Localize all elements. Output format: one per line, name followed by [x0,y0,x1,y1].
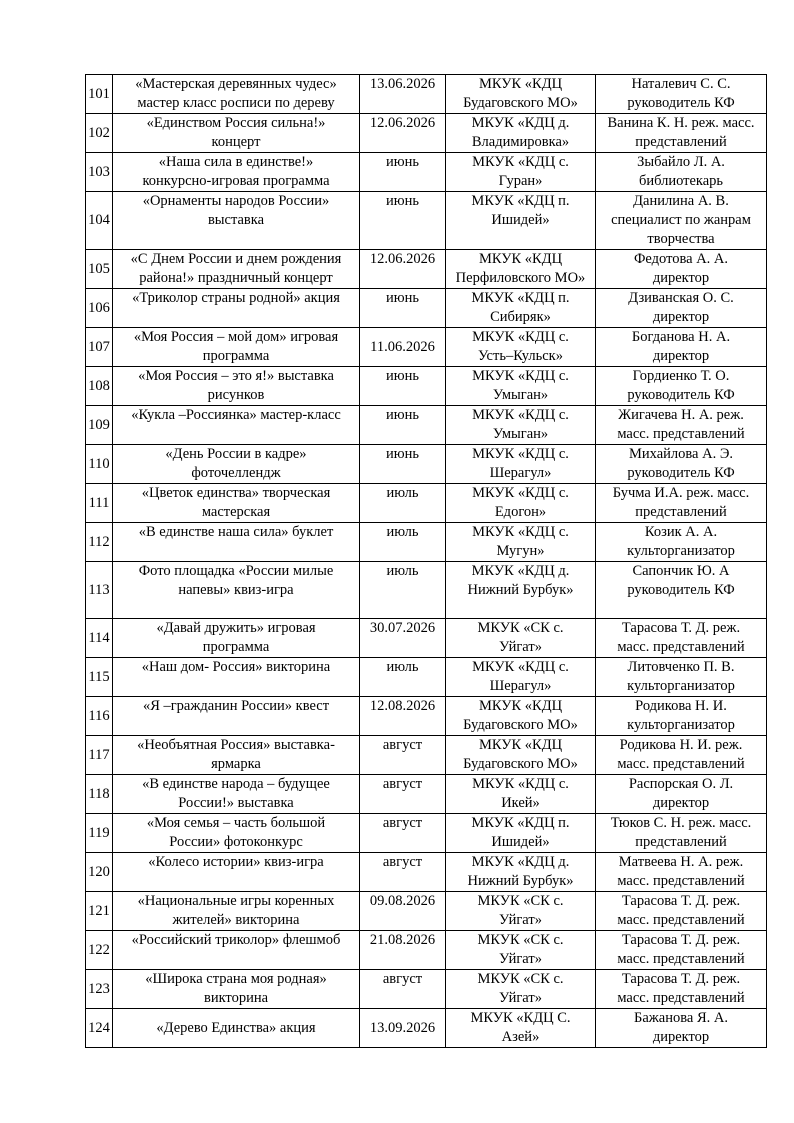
table-row [86,289,767,328]
organization-cell [446,736,596,775]
cell-line: «С Днем России и днем рождения [130,251,342,267]
cell-line: Бучма И.А. реж. масс. [612,485,750,501]
cell-line: Умыган» [492,426,549,442]
event-cell [113,114,360,153]
responsible-cell [596,367,767,406]
cell-line: специалист по жанрам [611,212,751,228]
row-number-cell: 114 [86,619,113,658]
responsible-cell [596,853,767,892]
cell-line: МКУК «КДЦ с. [472,524,569,540]
event-cell [113,562,360,619]
cell-line: Усть–Кульск» [478,348,563,364]
row-number-cell: 103 [86,153,113,192]
organization-cell [446,814,596,853]
table-row [86,75,767,114]
cell-line: «Триколор страны родной» акция [132,290,340,306]
cell-line: жителей» викторина [172,912,300,928]
date-cell: июнь [360,153,446,192]
cell-line: руководитель КФ [627,582,735,598]
date-cell: июль [360,523,446,562]
row-number-cell: 101 [86,75,113,114]
cell-line: МКУК «КДЦ С. [470,1010,571,1026]
responsible-cell [596,736,767,775]
cell-line: Едогон» [494,504,547,520]
responsible-cell [596,814,767,853]
cell-line: Федотова А. А. [633,251,729,267]
cell-line: руководитель КФ [627,387,735,403]
events-table-body [86,75,767,1048]
responsible-cell [596,892,767,931]
cell-line: викторина [203,990,269,1006]
cell-line: Родикова Н. И. реж. [619,737,743,753]
date-cell: 13.06.2026 [360,75,446,114]
row-number-cell: 104 [86,192,113,250]
event-cell [113,367,360,406]
organization-cell [446,289,596,328]
cell-line: масс. представлений [617,912,745,928]
date-cell: июль [360,658,446,697]
cell-line: культорганизатор [627,543,735,559]
table-row [86,619,767,658]
cell-line: МКУК «СК с. [477,932,564,948]
cell-line: «Мастерская деревянных чудес» [135,76,337,92]
cell-line: руководитель КФ [627,465,735,481]
organization-cell [446,484,596,523]
cell-line: «В единстве наша сила» буклет [138,524,334,540]
events-table [85,74,767,1048]
cell-line: Тюков С. Н. реж. масс. [610,815,752,831]
table-row [86,153,767,192]
cell-line: МКУК «КДЦ с. [472,776,569,792]
cell-line: МКУК «КДЦ с. [472,659,569,675]
organization-cell [446,970,596,1009]
cell-line: «Цветок единства» творческая [141,485,331,501]
date-cell: август [360,970,446,1009]
cell-line: программа [202,639,270,655]
responsible-cell [596,406,767,445]
table-row [86,367,767,406]
event-cell [113,75,360,114]
responsible-cell [596,192,767,250]
organization-cell [446,153,596,192]
cell-line: «Широка страна моя родная» [145,971,327,987]
cell-line: Фото площадка «России милые [138,563,334,579]
cell-line: Будаговского МО» [463,95,578,111]
row-number-cell: 113 [86,562,113,619]
cell-line: Матвеева Н. А. реж. [618,854,744,870]
row-number-cell: 116 [86,697,113,736]
row-number-cell: 106 [86,289,113,328]
cell-line: масс. представлений [617,426,745,442]
cell-line: Мугун» [496,543,545,559]
row-number-cell: 105 [86,250,113,289]
cell-line: Козик А. А. [644,524,718,540]
cell-line: Шерагул» [489,678,552,694]
cell-line: «Наша сила в единстве!» [158,154,314,170]
responsible-cell [596,75,767,114]
table-row [86,1009,767,1048]
cell-line: России!» выставка [178,795,294,811]
responsible-cell [596,445,767,484]
table-row [86,523,767,562]
organization-cell [446,406,596,445]
row-number-cell: 107 [86,328,113,367]
date-cell: 12.06.2026 [360,250,446,289]
event-cell [113,697,360,736]
event-cell [113,892,360,931]
cell-line: ярмарка [211,756,261,772]
table-row [86,192,767,250]
event-cell [113,814,360,853]
row-number-cell: 118 [86,775,113,814]
cell-line: МКУК «КДЦ [478,698,563,714]
event-cell [113,658,360,697]
cell-line: директор [652,348,710,364]
table-row [86,114,767,153]
table-row [86,931,767,970]
table-row [86,445,767,484]
date-cell: июнь [360,289,446,328]
date-cell: июнь [360,445,446,484]
cell-line: МКУК «КДЦ [478,76,563,92]
organization-cell [446,931,596,970]
cell-line: культорганизатор [627,717,735,733]
cell-line: Сапончик Ю. А [632,563,730,579]
cell-line: МКУК «КДЦ п. [471,290,570,306]
cell-line: концерт [211,134,261,150]
responsible-cell [596,484,767,523]
cell-line: Михайлова А. Э. [628,446,734,462]
cell-line: МКУК «КДЦ с. [472,485,569,501]
row-number-cell: 109 [86,406,113,445]
organization-cell [446,892,596,931]
cell-line: Сибиряк» [490,309,551,325]
cell-line: «Орнаменты народов России» [142,193,330,209]
cell-line: Нижний Бурбук» [467,873,574,889]
cell-line: библиотекарь [638,173,724,189]
table-row [86,328,767,367]
cell-line: директор [652,270,710,286]
event-cell [113,775,360,814]
row-number-cell: 102 [86,114,113,153]
row-number-cell: 121 [86,892,113,931]
cell-line: «Российский триколор» флешмоб [131,932,341,948]
cell-line: директор [652,309,710,325]
organization-cell [446,523,596,562]
responsible-cell [596,697,767,736]
cell-line: творчества [647,231,715,247]
organization-cell [446,250,596,289]
event-cell [113,289,360,328]
cell-line: Нижний Бурбук» [467,582,574,598]
cell-line: представлений [635,834,727,850]
organization-cell [446,367,596,406]
cell-line: МКУК «КДЦ п. [471,815,570,831]
row-number-cell: 120 [86,853,113,892]
cell-line: России» фотоконкурс [169,834,303,850]
cell-line: выставка [207,212,265,228]
cell-line: МКУК «КДЦ д. [471,563,570,579]
date-cell: июль [360,484,446,523]
event-cell [113,250,360,289]
date-cell: август [360,775,446,814]
responsible-cell [596,114,767,153]
cell-line: «Необъятная Россия» выставка- [137,737,335,753]
table-row [86,814,767,853]
table-row [86,406,767,445]
date-cell: август [360,814,446,853]
cell-line: Гуран» [498,173,543,189]
cell-line: Ишидей» [491,834,550,850]
event-cell [113,328,360,367]
cell-line: Владимировка» [471,134,570,150]
cell-line: МКУК «КДЦ с. [472,407,569,423]
row-number-cell: 122 [86,931,113,970]
responsible-cell [596,328,767,367]
cell-line: МКУК «КДЦ д. [471,115,570,131]
row-number-cell: 115 [86,658,113,697]
cell-line: культорганизатор [627,678,735,694]
responsible-cell [596,1009,767,1048]
cell-line: «День России в кадре» [165,446,307,462]
cell-line: мастерская [201,504,271,520]
responsible-cell [596,658,767,697]
organization-cell [446,775,596,814]
cell-line: масс. представлений [617,951,745,967]
event-cell [113,619,360,658]
date-cell: 21.08.2026 [360,931,446,970]
row-number-cell: 111 [86,484,113,523]
cell-line: представлений [635,134,727,150]
cell-line: «Моя семья – часть большой [146,815,326,831]
event-cell [113,445,360,484]
cell-line: Будаговского МО» [463,756,578,772]
organization-cell [446,328,596,367]
cell-line: Данилина А. В. [633,193,729,209]
table-row [86,697,767,736]
responsible-cell [596,931,767,970]
cell-line: «В единстве народа – будущее [142,776,330,792]
responsible-cell [596,289,767,328]
cell-line: МКУК «КДЦ [478,251,563,267]
cell-line: Дзиванская О. С. [628,290,734,306]
cell-line: «Колесо истории» квиз-игра [148,854,324,870]
event-cell [113,931,360,970]
date-cell: август [360,853,446,892]
event-cell [113,970,360,1009]
date-cell: июль [360,562,446,619]
responsible-cell [596,523,767,562]
date-cell: июнь [360,367,446,406]
cell-line: фоточеллендж [191,465,281,481]
cell-line: района!» праздничный концерт [139,270,333,286]
cell-line: Родикова Н. И. [635,698,727,714]
cell-line: «Национальные игры коренных [137,893,335,909]
date-cell: 09.08.2026 [360,892,446,931]
date-cell: август [360,736,446,775]
event-cell [113,736,360,775]
cell-line: Азей» [501,1029,540,1045]
table-row [86,250,767,289]
cell-line: Уйгат» [499,639,542,655]
cell-line: Жигачева Н. А. реж. [618,407,744,423]
event-cell [113,523,360,562]
event-cell [113,153,360,192]
cell-line: Тарасова Т. Д. реж. [621,932,741,948]
organization-cell [446,853,596,892]
row-number-cell: 112 [86,523,113,562]
cell-line: Уйгат» [499,990,542,1006]
table-row [86,970,767,1009]
events-table-container [85,74,767,1048]
cell-line: Тарасова Т. Д. реж. [621,620,741,636]
row-number-cell: 110 [86,445,113,484]
organization-cell [446,75,596,114]
cell-line: Шерагул» [489,465,552,481]
responsible-cell [596,970,767,1009]
event-cell [113,192,360,250]
cell-line: Уйгат» [499,912,542,928]
cell-line: Уйгат» [499,951,542,967]
event-cell [113,484,360,523]
organization-cell [446,445,596,484]
cell-line: мастер класс росписи по дереву [137,95,335,111]
responsible-cell [596,250,767,289]
cell-line: МКУК «КДЦ п. [471,193,570,209]
cell-line: Икей» [501,795,540,811]
date-cell: июнь [360,406,446,445]
date-cell: 30.07.2026 [360,619,446,658]
cell-line: Литовченко П. В. [627,659,735,675]
cell-line: Гордиенко Т. О. [632,368,730,384]
organization-cell [446,192,596,250]
responsible-cell [596,153,767,192]
cell-line: «Дерево Единства» акция [156,1019,316,1036]
row-number-cell: 123 [86,970,113,1009]
event-cell [113,406,360,445]
organization-cell [446,619,596,658]
table-row [86,775,767,814]
cell-line: «Моя Россия – мой дом» игровая [133,329,339,345]
date-cell: 13.09.2026 [360,1009,446,1048]
row-number-cell: 119 [86,814,113,853]
cell-line: масс. представлений [617,639,745,655]
table-row [86,658,767,697]
cell-line: МКУК «КДЦ с. [472,154,569,170]
cell-line: программа [202,348,270,364]
cell-line: МКУК «КДЦ с. [472,446,569,462]
cell-line: «Наш дом- Россия» викторина [141,659,331,675]
cell-line: Перфиловского МО» [455,270,586,286]
row-number-cell: 124 [86,1009,113,1048]
cell-line: Будаговского МО» [463,717,578,733]
cell-line: Зыбайло Л. А. [637,154,725,170]
cell-line: масс. представлений [617,756,745,772]
cell-line: представлений [635,504,727,520]
cell-line: «Я –гражданин России» квест [142,698,330,714]
cell-line: директор [652,795,710,811]
cell-line: Тарасова Т. Д. реж. [621,893,741,909]
cell-line: рисунков [207,387,265,403]
cell-line: Тарасова Т. Д. реж. [621,971,741,987]
date-cell: 11.06.2026 [360,328,446,367]
event-cell [113,853,360,892]
table-row [86,853,767,892]
cell-line: напевы» квиз-игра [178,582,294,598]
responsible-cell [596,619,767,658]
organization-cell [446,114,596,153]
date-cell: 12.08.2026 [360,697,446,736]
cell-line: Наталевич С. С. [631,76,731,92]
date-cell: 12.06.2026 [360,114,446,153]
cell-line: МКУК «КДЦ д. [471,854,570,870]
responsible-cell [596,562,767,619]
cell-line: МКУК «КДЦ [478,737,563,753]
organization-cell [446,658,596,697]
cell-line: Ишидей» [491,212,550,228]
table-row [86,484,767,523]
date-cell: июнь [360,192,446,250]
organization-cell [446,697,596,736]
cell-line: Распорская О. Л. [628,776,734,792]
organization-cell [446,1009,596,1048]
cell-line: МКУК «СК с. [477,620,564,636]
cell-line: «Единством Россия сильна!» [146,115,326,131]
cell-line: руководитель КФ [627,95,735,111]
cell-line: «Кукла –Россиянка» мастер-класс [131,407,341,423]
cell-line: «Моя Россия – это я!» выставка [138,368,334,384]
cell-line: МКУК «КДЦ с. [472,368,569,384]
cell-line: Ванина К. Н. реж. масс. [607,115,755,131]
row-number-cell: 108 [86,367,113,406]
cell-line: директор [652,1029,710,1045]
cell-line: «Давай дружить» игровая [156,620,316,636]
cell-line: конкурсно-игровая программа [142,173,330,189]
organization-cell [446,562,596,619]
table-row [86,736,767,775]
cell-line: масс. представлений [617,873,745,889]
cell-line: Умыган» [492,387,549,403]
cell-line: МКУК «СК с. [477,893,564,909]
row-number-cell: 117 [86,736,113,775]
table-row [86,892,767,931]
event-cell [113,1009,360,1048]
cell-line: МКУК «СК с. [477,971,564,987]
responsible-cell [596,775,767,814]
table-row [86,562,767,619]
cell-line: Бажанова Я. А. [634,1010,728,1026]
cell-line: масс. представлений [617,990,745,1006]
cell-line: МКУК «КДЦ с. [472,329,569,345]
cell-line: Богданова Н. А. [631,329,731,345]
